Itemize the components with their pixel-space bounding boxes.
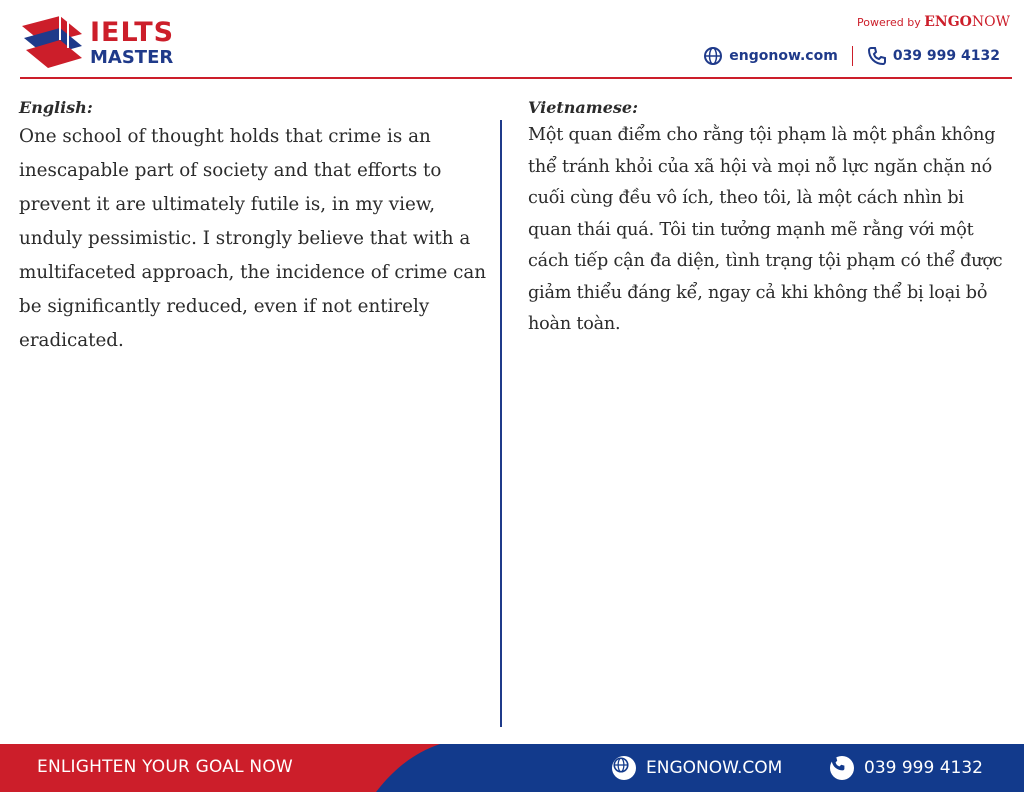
ielts-master-logo[interactable] [20, 14, 190, 72]
vietnamese-text: Một quan điểm cho rằng tội phạm là một phần không thể tránh khỏi của xã hội và mọi nỗ lực ngăn chặn nó cuối cùng đều vô ích, theo tôi, là một cách nhìn bi quan thái quá. Tôi tin tưởng mạnh mẽ rằng với một cách tiếp cận đa diện, tình trạng tội phạm có thể được giảm thiểu đáng kể, ngay cả khi không thể bị loại bỏ hoàn toàn. [528, 125, 1003, 334]
phone-icon [867, 46, 887, 66]
english-label: English: [19, 98, 93, 117]
vietnamese-column [528, 96, 1010, 341]
vietnamese-label: Vietnamese: [528, 98, 638, 117]
footer-website-link[interactable] [612, 756, 782, 780]
powered-by-label: Powered by [856, 16, 921, 29]
powered-by [857, 14, 1010, 30]
globe-icon [612, 756, 636, 780]
english-column [19, 96, 489, 358]
page-footer [0, 744, 1024, 792]
header-contacts [703, 45, 1000, 67]
phone-icon [830, 756, 854, 780]
engonow-brand-engo: ENGO [924, 14, 972, 30]
page-header [0, 0, 1024, 78]
logo-ielts-text: IELTS [90, 17, 175, 48]
header-phone-text: 039 999 4132 [892, 48, 1000, 64]
footer-phone-text: 039 999 4132 [864, 758, 983, 778]
column-divider [500, 120, 502, 727]
header-contact-divider [852, 46, 853, 66]
footer-website-text: ENGONOW.COM [646, 758, 783, 778]
globe-icon [703, 46, 723, 66]
book-stripes-icon [20, 14, 90, 72]
footer-slogan: ENLIGHTEN YOUR GOAL NOW [37, 757, 293, 777]
english-text: One school of thought holds that crime is an inescapable part of society and that efforts to prevent it are ultimately futile is, in my view, unduly pessimistic. I strongly believe that with a multifaceted approach, the incidence of crime can be significantly reduced, even if not entirely eradicated. [19, 126, 487, 351]
header-divider-line [20, 77, 1012, 79]
header-phone-link[interactable] [867, 46, 1000, 66]
engonow-brand-now: NOW [971, 14, 1010, 30]
footer-phone-link[interactable] [830, 756, 983, 780]
header-website-text: engonow.com [729, 48, 838, 64]
header-website-link[interactable] [703, 46, 838, 66]
logo-master-text: MASTER [90, 47, 174, 68]
